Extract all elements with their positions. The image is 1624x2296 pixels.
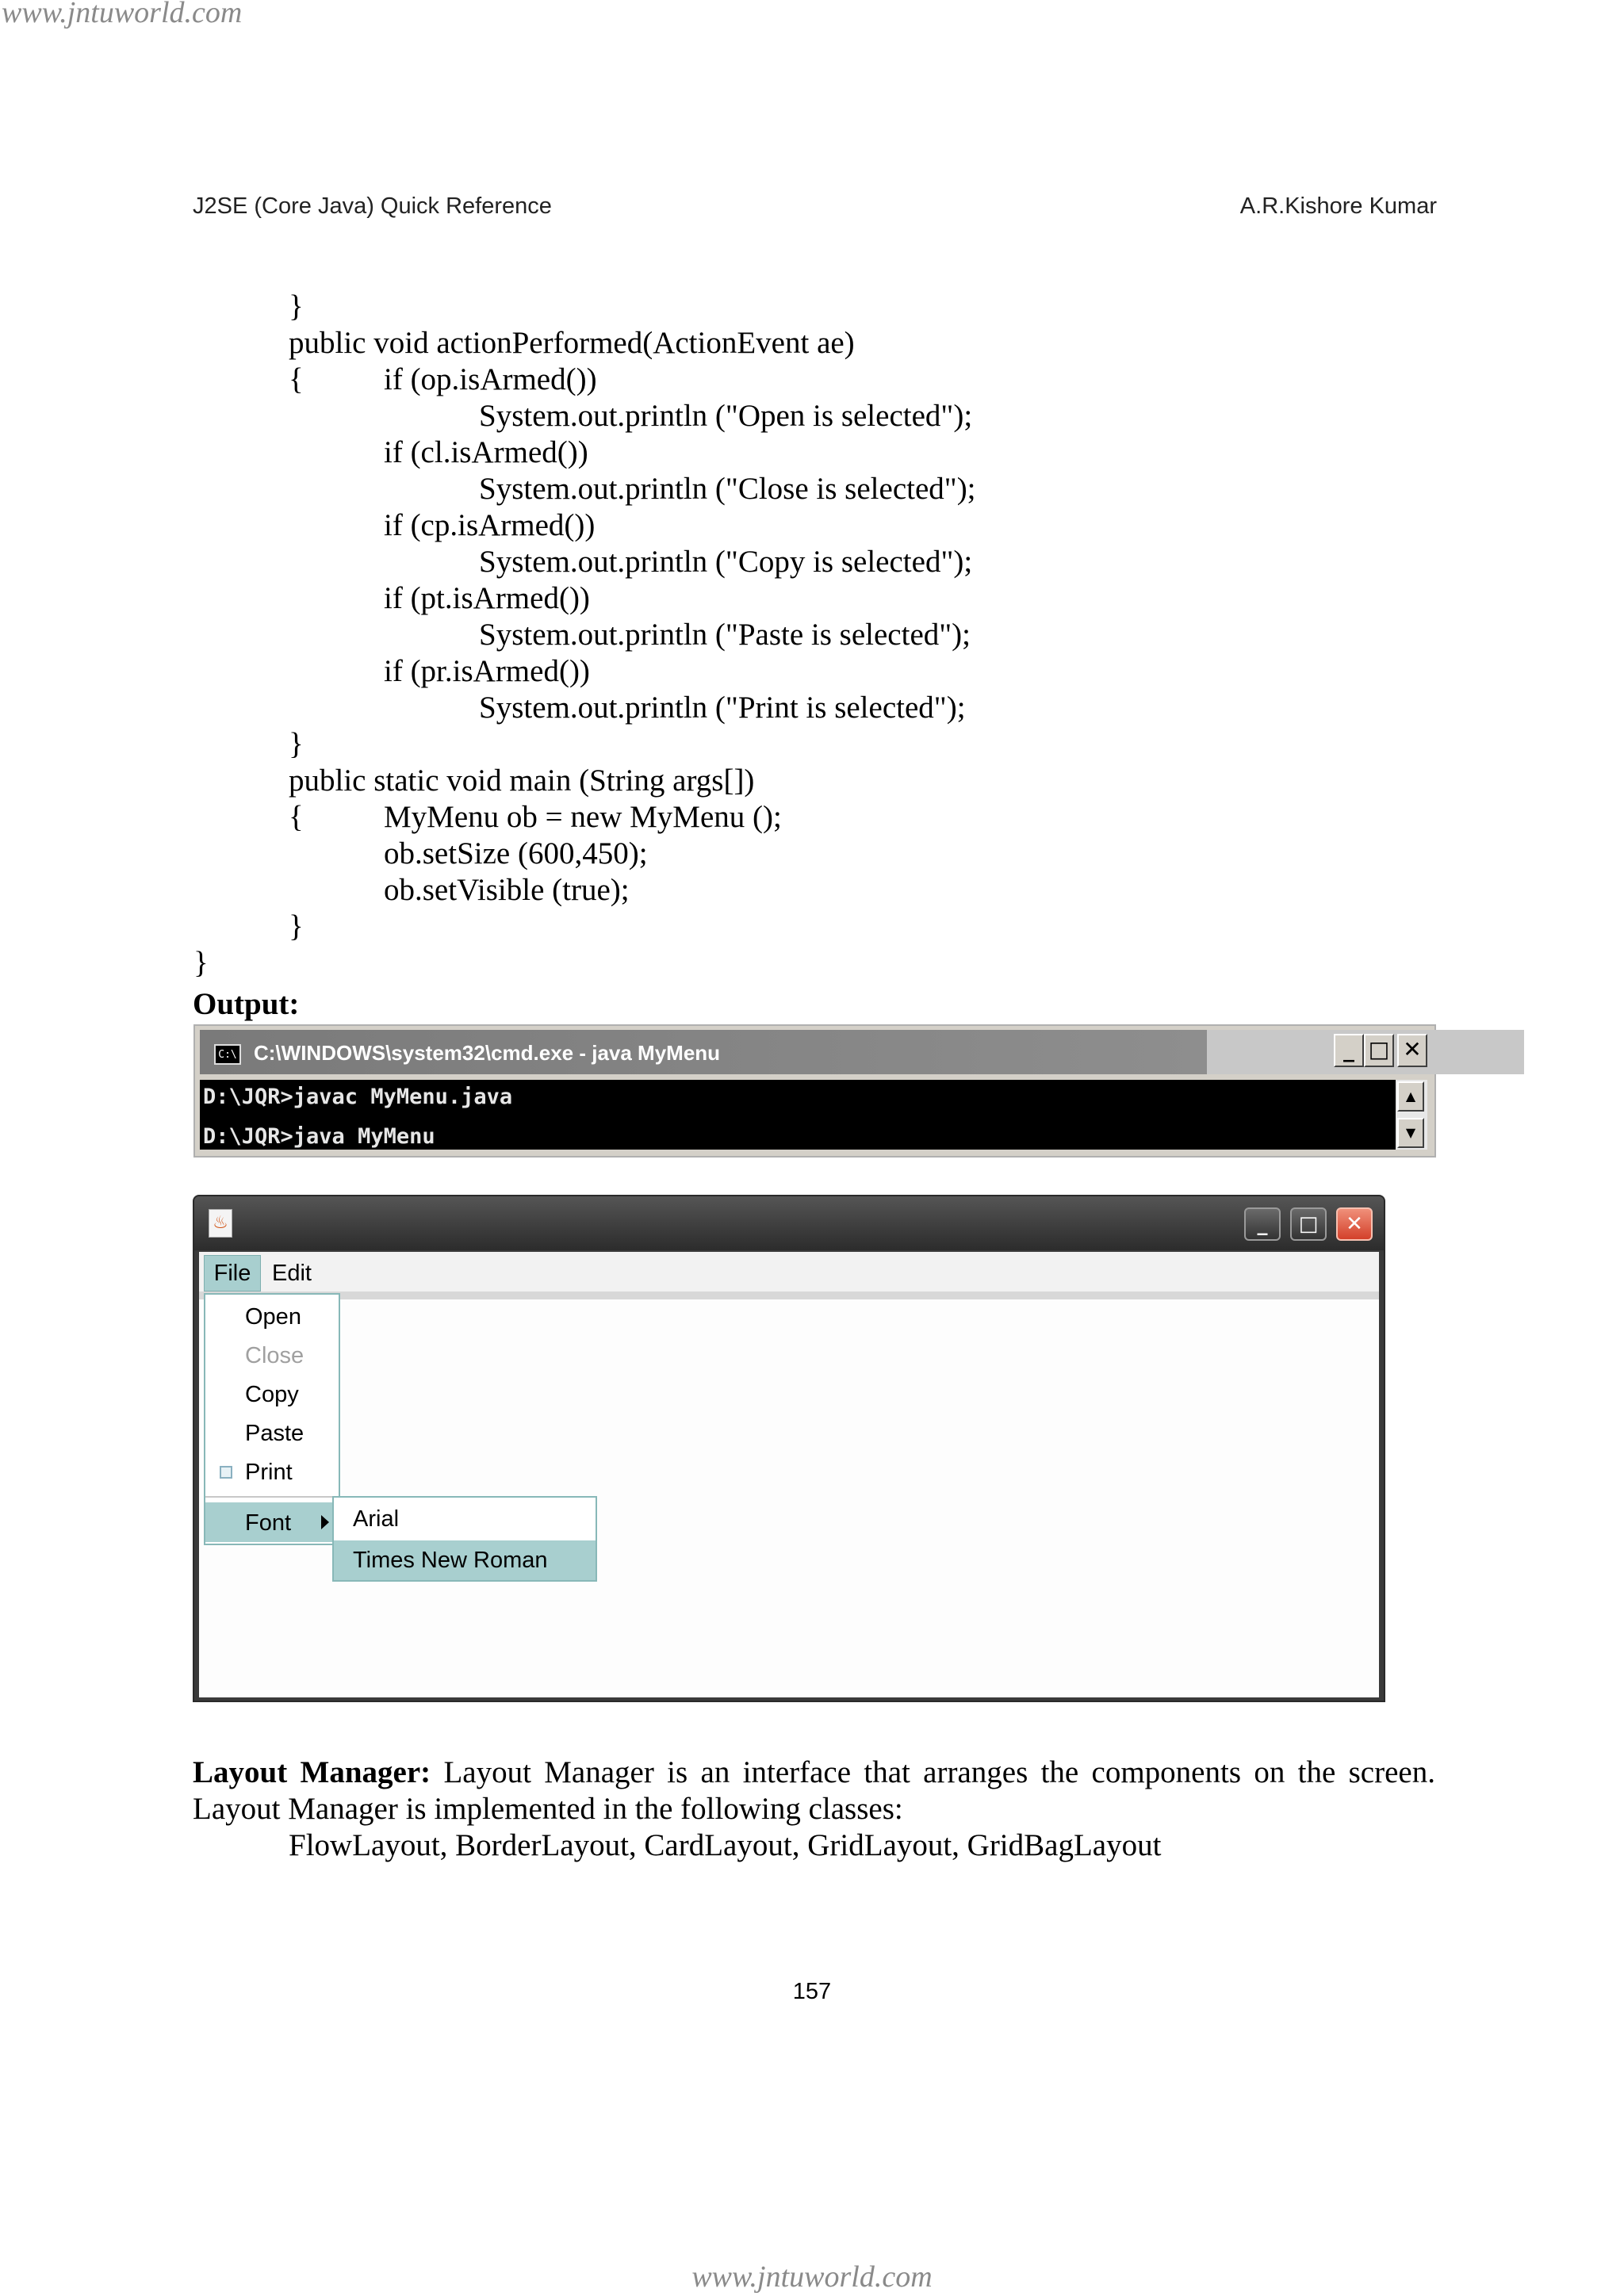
code-line: { (289, 800, 304, 834)
menu-item-paste[interactable]: Paste (245, 1421, 304, 1446)
layout-manager-paragraph (193, 1755, 1435, 1791)
layout-classes: FlowLayout, BorderLayout, CardLayout, GridLayout, GridBagLayout (289, 1828, 1162, 1862)
cmd-titlebar[interactable] (200, 1030, 1207, 1074)
code-line: } (289, 289, 304, 323)
code-line: System.out.println ("Print is selected"); (479, 691, 966, 725)
console-line: D:\JQR>java MyMenu (203, 1124, 435, 1149)
menu-separator (205, 1496, 339, 1498)
menu-item-copy[interactable]: Copy (245, 1382, 299, 1407)
menu-item-font[interactable] (205, 1502, 339, 1542)
code-line: } (289, 909, 304, 943)
minimize-button[interactable]: _ (1244, 1207, 1281, 1241)
layout-manager-term: Layout Manager: (193, 1755, 431, 1789)
maximize-button[interactable]: □ (1290, 1207, 1327, 1241)
menu-item-arial[interactable]: Arial (353, 1506, 400, 1532)
menu-item-open[interactable]: Open (245, 1304, 301, 1330)
code-line: } (289, 727, 304, 761)
code-line: } (193, 946, 209, 980)
code-line: System.out.println ("Open is selected"); (479, 399, 973, 433)
scroll-down-icon[interactable]: ▼ (1397, 1118, 1424, 1148)
menu-bar (199, 1252, 1379, 1299)
java-cup-icon: ♨ (209, 1209, 232, 1238)
code-line: public static void main (String args[]) (289, 763, 755, 798)
code-line: { (289, 362, 304, 396)
code-line: System.out.println ("Close is selected"); (479, 472, 976, 506)
watermark-top: www.jntuworld.com (2, 0, 243, 29)
java-content-pane (199, 1252, 1379, 1697)
font-submenu (332, 1496, 597, 1582)
close-button[interactable]: ✕ (1336, 1207, 1373, 1241)
code-line: if (pr.isArmed()) (384, 654, 590, 688)
cmd-window (193, 1024, 1436, 1158)
layout-manager-definition: Layout Manager is an interface that arranges the components on the screen. (443, 1755, 1435, 1789)
maximize-button[interactable]: □ (1364, 1034, 1394, 1067)
menu-edit[interactable]: Edit (272, 1261, 312, 1286)
file-menu-dropdown (204, 1293, 340, 1545)
code-line: MyMenu ob = new MyMenu (); (384, 800, 782, 834)
code-line: if (op.isArmed()) (384, 362, 597, 396)
code-line: System.out.println ("Paste is selected"); (479, 618, 971, 652)
close-button[interactable]: ✕ (1397, 1034, 1427, 1067)
code-line: ob.setVisible (true); (384, 873, 630, 907)
code-line: public void actionPerformed(ActionEvent ae) (289, 326, 855, 360)
console-output[interactable] (200, 1080, 1396, 1150)
menu-item-font-label: Font (245, 1510, 292, 1536)
java-titlebar[interactable] (194, 1196, 1384, 1250)
console-line: D:\JQR>javac MyMenu.java (203, 1085, 513, 1109)
code-line: if (pt.isArmed()) (384, 581, 590, 615)
output-label: Output: (193, 987, 300, 1021)
code-line: if (cl.isArmed()) (384, 435, 588, 469)
menu-item-times-new-roman[interactable]: Times New Roman (334, 1540, 596, 1580)
page-number: 157 (792, 1979, 832, 2004)
header-author: A.R.Kishore Kumar (1239, 193, 1437, 219)
menu-item-print[interactable]: Print (245, 1460, 293, 1485)
java-window (193, 1195, 1385, 1702)
cmd-icon: C:\ (214, 1044, 241, 1065)
vertical-scrollbar[interactable] (1396, 1080, 1427, 1150)
scroll-up-icon[interactable]: ▲ (1397, 1081, 1424, 1112)
minimize-button[interactable]: _ (1334, 1034, 1364, 1067)
code-line: ob.setSize (600,450); (384, 836, 648, 871)
cmd-title: C:\WINDOWS\system32\cmd.exe - java MyMenu (254, 1041, 721, 1065)
menu-item-close: Close (245, 1343, 304, 1368)
watermark-bottom: www.jntuworld.com (691, 2260, 933, 2294)
menu-file[interactable]: File (204, 1255, 261, 1292)
print-checkbox-icon[interactable] (220, 1466, 232, 1479)
header-title: J2SE (Core Java) Quick Reference (193, 193, 552, 219)
layout-manager-line2: Layout Manager is implemented in the following classes: (193, 1792, 903, 1826)
code-line: if (cp.isArmed()) (384, 508, 596, 542)
submenu-arrow-icon (321, 1515, 329, 1529)
code-line: System.out.println ("Copy is selected"); (479, 545, 973, 579)
